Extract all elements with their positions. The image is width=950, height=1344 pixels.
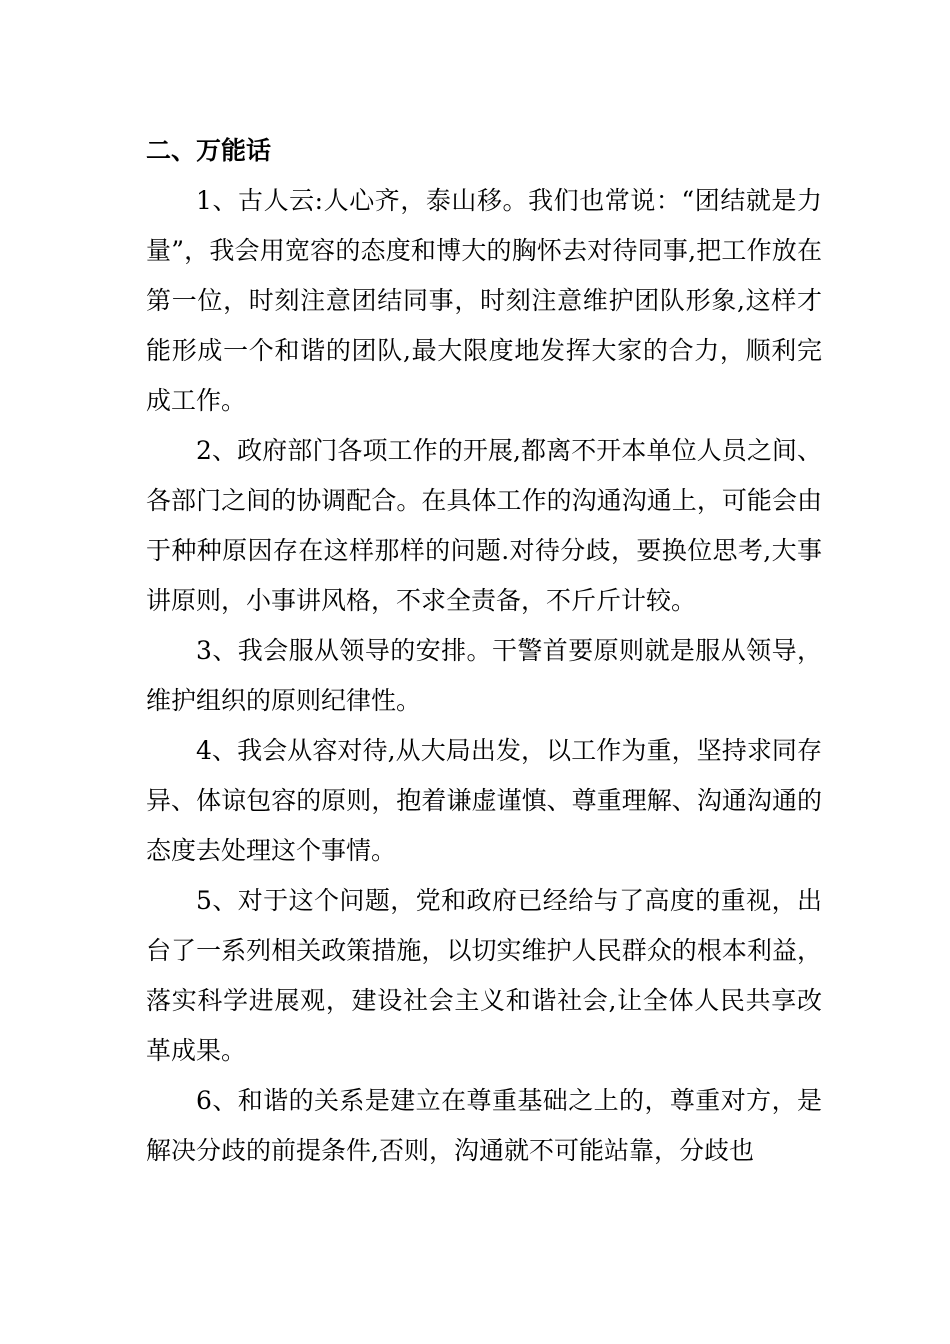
paragraph-5: 5、对于这个问题，党和政府已经给与了高度的重视，出台了一系列相关政策措施，以切实维护人民群众的根本利益，落实科学进展观，建设社会主义和谐社会,让全体人民共享改革成果。 xyxy=(146,886,822,1065)
paragraph-2: 2、政府部门各项工作的开展,都离不开本单位人员之间、各部门之间的协调配合。在具体工作的沟通沟通上，可能会由于种种原因存在这样那样的问题.对待分歧，要换位思考,大事讲原则，小事讲风格，不求全责备，不斤斤计较。 xyxy=(146,436,822,615)
paragraph-1: 1、古人云:人心齐，泰山移。我们也常说：“团结就是力量”，我会用宽容的态度和博大的胸怀去对待同事,把工作放在第一位，时刻注意团结同事，时刻注意维护团队形象,这样才能形成一个和谐的团队,最大限度地发挥大家的合力，顺利完成工作。 xyxy=(146,186,822,415)
section-heading: 二、万能话 xyxy=(146,136,272,165)
paragraph-6: 6、和谐的关系是建立在尊重基础之上的，尊重对方，是解决分歧的前提条件,否则，沟通就不可能站靠，分歧也 xyxy=(146,1086,822,1165)
document-body xyxy=(146,126,822,1176)
paragraph-3: 3、我会服从领导的安排。干警首要原则就是服从领导，维护组织的原则纪律性。 xyxy=(146,636,822,715)
paragraph-4: 4、我会从容对待,从大局出发，以工作为重，坚持求同存异、体谅包容的原则，抱着谦虚谨慎、尊重理解、沟通沟通的态度去处理这个事情。 xyxy=(146,736,822,865)
